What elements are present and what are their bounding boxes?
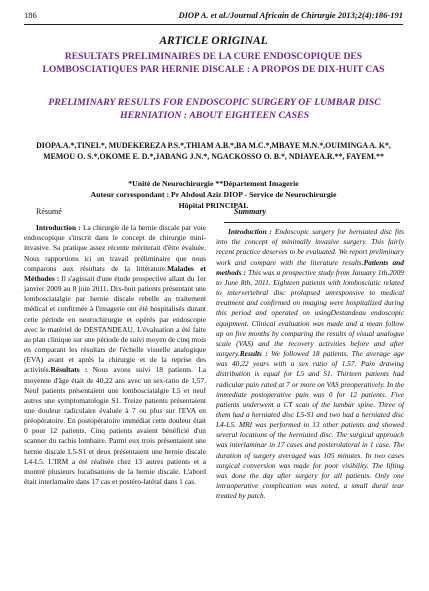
summary-results-text: We followed 18 patients. The average age was 40,22 years with a sex ratio of 1.57. Pain drawing distribution is equal for L5 and S1. Thirteen patients had radicular pain rated at 7 or more on VAS preoperatively. In the immediate postoperative pain was 0 for 12 patients. Five patients underwent a CT scan of the lumbar spine. Three of them had a herniated disc L5-S1 and two had a herniated disc L4-L5. MRI was performed in 13 other patients and showed several locations of the herniated disc. The surgical approach was interlaminar in 17 cases and posterolateral in 1 case. The duration of surgery averaged was 105 minutes. In two cases surgical conversion was made for poor visibility. The lifting was done the day after surgery for all patients. Only one intraoperative complication was noted, a small dural tear treated by patch.	[216, 349, 404, 501]
resume-body	[24, 223, 206, 487]
affiliation-units: *Unité de Neurochirurgie **Département Imagerie	[128, 179, 299, 188]
summary-results-label: Results :	[239, 349, 268, 359]
running-head: DIOP A. et al./Journal Africain de Chirurgie 2013;2(4):186-191	[178, 10, 403, 20]
resume-intro-label: Introduction :	[36, 223, 81, 233]
summary-patients-label: Patients and methods :	[216, 257, 404, 277]
header-rule	[24, 24, 403, 25]
title-english: PRELIMINARY RESULTS FOR ENDOSCOPIC SURGERY OF LUMBAR DISC HERNIATION : ABOUT EIGHTEEN CASES	[48, 97, 381, 121]
resume-heading: Résumé	[36, 207, 62, 216]
resume-results-label: Résultats :	[50, 365, 88, 375]
resume-intro-text: La chirurgie de la hernie discale par voie endoscopique s'inscrit dans le concept de chirurgie mini-invasive. Sa pratique assez récente mériterait d'être évaluée. Nous rapportions ici un travail préliminaire que nous comparons aux résultats de la littérature.	[24, 223, 207, 273]
article-type: ARTICLE ORIGINAL	[159, 35, 268, 47]
title-french: RESULTATS PRELIMINAIRES DE LA CURE ENDOSCOPIQUE DES LOMBOSCIATIQUES PAR HERNIE DISCALE : A PROPOS DE DIX-HUIT CAS	[42, 51, 385, 75]
summary-patients-text: This was a prospective study from January 1th,2009 to June 8th, 2011. Eighteen patients with lombosciatic related to intervertebral disc prolapsed unresponsive to medical treatment and confirmed on imaging were hospitalized during this period and operated on usingDestandeau endoscopic equipment. Clinical evaluation was made and a mean follow up on five months by comparing the results of visual analogue scale (VAS) and the recovery activities before and after surgery.	[216, 267, 404, 359]
summary-column	[216, 205, 404, 501]
summary-intro-label: Introduction :	[228, 227, 272, 237]
author-list: DIOPA.A.*,TINEI.*, MUDEKEREZA P.S.*,THIAM A.B.*,BA M.C.*,MBAYE M.N.*,OUIMINGA A. K*, MEMOU O. S.*,OKOME E. D.*,JABANG J.N.*, NGACKOSSO O. B.*, NDIAYEA.R.**, FAYEM.**	[36, 141, 391, 162]
resume-methods-text: Il s'agissait d'une étude prospective allant du 1er janvier 2009 au 8 juin 2011. Dix-huit patients présentant une lombosciatalgie par hernie discale rebelle au traitement médical et confirmée à l'imagerie ont été hospitalisés durant cette période en neurochirurgie et opérés par endoscopie avec le matériel de DESTANDEAU. L'évaluation a été faite au plan clinique sur une période de suivi moyen de cinq mois en comparant les résultats de l'échelle visuelle analogique (EVA) avant et après la chirurgie et de la reprise des activités.	[24, 273, 206, 375]
summary-heading: Summary	[234, 207, 267, 216]
page-number: 186	[24, 10, 37, 20]
hospital-name: Hôpital PRINCIPAL	[178, 201, 249, 210]
summary-body	[216, 227, 404, 501]
page-header	[24, 10, 403, 24]
resume-methods-label: Malades et Méthodes :	[24, 263, 206, 283]
resume-results-text: Nous avons suivi 18 patients. La moyenne d'âge était de 40,22 ans avec un sex-ratio de 1,57. Neuf patients présentaient une lombosciatalgie L5 et neuf autres une symptomatologie S1. Treize patients présentaient une douleur radiculaire évaluée à 7 ou plus sur l'EVA en préopératoire. En postopératoire immédiat cette douleur était 0 pour 12 patients. Cinq patients avaient bénéficié d'un scanner du rachis lombaire. Parmi eux trois présentaient une hernie discale L5-S1 et deux présentaient une hernie discale L4-L5. L'IRM a été réalisée chez 13 autres patients et a montré plusieurs localisations de la hernie discale. L'abord était interlamaire dans 17 cas et postéro-latéral dans 1 cas.	[24, 365, 207, 487]
summary-intro-text: Endoscopic surgery for herniated disc fits into the concept of minimally invasive surgery. This fairly recent practice deserves to be evaluated. We report preliminary work and compare with the literature results.	[216, 227, 404, 267]
corresponding-author: Auteur correspondant : Pr Abdoul Aziz DIOP - Service de Neurochirurgie	[90, 190, 337, 199]
resume-column	[24, 205, 206, 487]
